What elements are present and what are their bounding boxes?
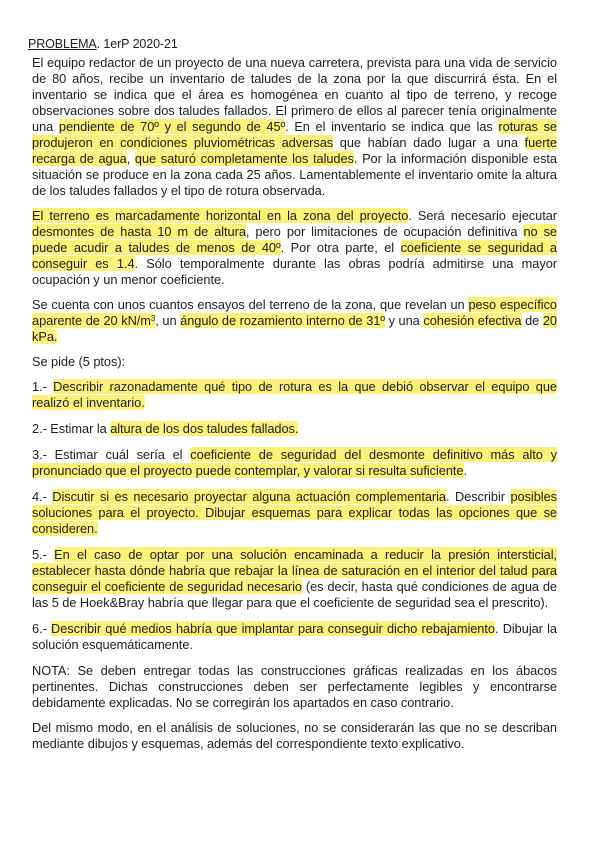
highlight: coeficiente de seguridad del desmonte definitivo más alto y pronunciado que el proyecto puede contemplar, y valorar si resulta suficiente (32, 447, 557, 478)
text: . Sólo temporalmente durante las obras podría admitirse una mayor ocupación y un menor coeficiente. (32, 256, 557, 287)
superscript: 3 (150, 314, 156, 323)
text: que habían dado lugar a una (333, 135, 525, 150)
highlight: roturas se produjeron en condiciones pluviométricas adversas (32, 119, 557, 150)
text: . (463, 463, 468, 478)
problem-header (28, 36, 178, 52)
text: (es decir, hasta qué condiciones de agua de las 5 de Hoek&Bray habría que llegar para que el coeficiente de seguridad sea el prescrito). (32, 579, 557, 610)
highlight: El terreno es marcadamente horizontal en la zona del proyecto (32, 208, 409, 223)
paragraph-terrain (32, 208, 557, 288)
text: . Describir (445, 489, 511, 504)
question-5 (32, 547, 557, 611)
text: y una (384, 313, 424, 328)
highlight: pendiente de 70º y el segundo de 45º (58, 119, 286, 134)
text: El equipo redactor de un proyecto de una nueva carretera, prevista para una vida de servicio de 80 años, recibe un inventario de taludes de la zona por la que discurrirá ésta. En el inventario se indica que el área es homogénea en cuanto al tipo de terreno, y recoge observaciones sobre dos taludes fallados. El primero de ellos al parecer tenía originalmente una (32, 55, 557, 134)
text: 1.- (32, 379, 54, 394)
paragraph-context (32, 55, 557, 199)
text: 2.- Estimar la (32, 421, 111, 436)
highlight: cohesión efectiva (423, 313, 522, 328)
problem-label: PROBLEMA (28, 37, 97, 51)
highlight: Discutir si es necesario proyectar alguna actuación complementaria (52, 489, 446, 504)
question-6 (32, 621, 557, 653)
problem-subtitle: . 1erP 2020-21 (96, 37, 178, 51)
problem-statement (32, 55, 557, 761)
question-3 (32, 447, 557, 479)
question-4 (32, 489, 557, 537)
highlight: no se puede acudir a taludes de menos de 40º (32, 224, 557, 255)
question-2 (32, 421, 557, 437)
highlight: En el caso de optar por una solución encaminada a reducir la presión intersticial, establecer hasta dónde habría que rebajar la línea de saturación en el interior del talud para conseguir el coeficiente de seguridad necesario (32, 547, 557, 594)
text: , pero por limitaciones de ocupación definitiva (245, 224, 524, 239)
text: 3.- Estimar cuál sería el (32, 447, 191, 462)
text: . Dibujar la solución esquemáticamente. (32, 621, 557, 652)
text: 4.- (32, 489, 53, 504)
text: de (521, 313, 543, 328)
text: 6.- (32, 621, 52, 636)
note-paragraph: NOTA: Se deben entregar todas las construcciones gráficas realizadas en los ábacos pertinentes. Dichas construcciones deben ser perfectamente legibles y encontrarse debidamente explicadas. No se corregirán los apartados en caso contrario. (32, 663, 557, 710)
highlight: altura de los dos taludes fallados. (110, 421, 299, 436)
text: . Por la información disponible esta situación se produce en la zona cada 25 años. Lamentablemente el inventario omite la altura de los taludes fallados y el tipo de rotura observada. (32, 151, 557, 198)
highlight: Describir qué medios habría que implantar para conseguir dicho rebajamiento (51, 621, 495, 636)
highlight: desmontes de hasta 10 m de altura (32, 224, 246, 239)
highlight: coeficiente se seguridad a conseguir es 1.4 (32, 240, 557, 271)
text: Se cuenta con unos cuantos ensayos del terreno de la zona, que revelan un (32, 297, 469, 312)
ask-heading: Se pide (5 ptos): (32, 354, 126, 369)
highlight: fuerte recarga de agua (32, 135, 557, 166)
note-paragraph-2: Del mismo modo, en el análisis de soluciones, no se considerarán las que no se describan mediante dibujos y esquemas, además del correspondiente texto explicativo. (32, 720, 557, 751)
highlight: ángulo de rozamiento interno de 31º (180, 313, 385, 328)
text: . Será necesario ejecutar (408, 208, 557, 223)
text: . En el inventario se indica que las (285, 119, 499, 134)
text: 5.- (32, 547, 55, 562)
highlight: 20 kPa. (32, 313, 557, 344)
text: . Por otra parte, el (280, 240, 401, 255)
question-1 (32, 379, 557, 411)
text: , (126, 151, 135, 166)
highlight: Describir razonadamente qué tipo de rotura es la que debió observar el equipo que realizó el inventario. (32, 379, 557, 410)
highlight: que saturó completamente los taludes (134, 151, 354, 166)
highlight: posibles soluciones para el proyecto. Dibujar esquemas para explicar todas las opciones que se consideren. (32, 489, 557, 536)
paragraph-soil-tests (32, 297, 557, 345)
text: , un (155, 313, 181, 328)
highlight: peso específico aparente de 20 kN/m (32, 297, 557, 328)
